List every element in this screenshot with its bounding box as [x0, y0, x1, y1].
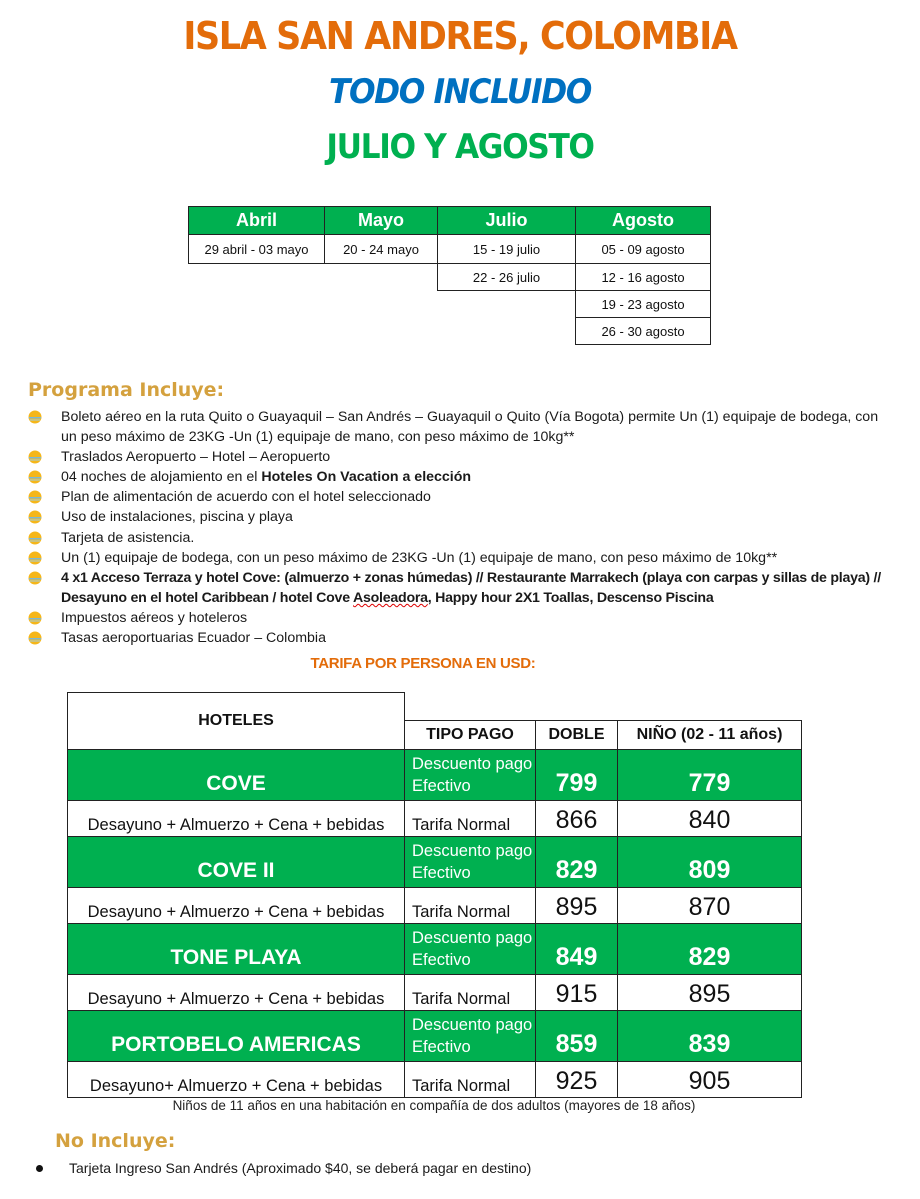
page-months: JULIO Y AGOSTO [326, 127, 594, 167]
date-cell: 12 - 16 agosto [575, 263, 711, 291]
price-child-discount: 839 [617, 1010, 802, 1062]
sun-bullet-icon [28, 631, 42, 645]
hotel-name: COVE [67, 749, 405, 801]
includes-list [28, 407, 888, 648]
excludes-item: Tarjeta Ingreso San Andrés (Aproximado $40, se deberá pagar en destino) [36, 1160, 531, 1176]
sun-bullet-icon [28, 490, 42, 504]
list-item: Traslados Aeropuerto – Hotel – Aeropuerto [28, 447, 888, 467]
list-item: 04 noches de alojamiento en el Hoteles On Vacation a elección [28, 467, 888, 487]
list-item: Uso de instalaciones, piscina y playa [28, 507, 888, 527]
sun-bullet-icon [28, 551, 42, 565]
page-title: ISLA SAN ANDRES, COLOMBIA [183, 14, 737, 58]
date-cell: 29 abril - 03 mayo [188, 234, 325, 264]
normal-label: Tarifa Normal [404, 887, 536, 924]
hotel-name: PORTOBELO AMERICAS [67, 1010, 405, 1062]
price-double-discount: 799 [535, 749, 618, 801]
list-item: Tarjeta de asistencia. [28, 528, 888, 548]
date-cell: 22 - 26 julio [437, 263, 576, 291]
list-item: 4 x1 Acceso Terraza y hotel Cove: (almuerzo + zonas húmedas) // Restaurante Marrakech (playa con carpas y sillas de playa) // Desayuno en el hotel Caribbean / hotel Cove Asoleadora, Happy hour 2X1 Toallas, Descenso Piscina [28, 568, 888, 608]
price-double-normal: 915 [535, 974, 618, 1011]
sun-bullet-icon [28, 611, 42, 625]
price-child-discount: 829 [617, 923, 802, 975]
price-double-discount: 849 [535, 923, 618, 975]
dates-header-julio: Julio [437, 206, 576, 235]
discount-label: Descuento pago Efectivo [404, 923, 536, 975]
discount-label: Descuento pago Efectivo [404, 1010, 536, 1062]
list-item: Plan de alimentación de acuerdo con el hotel seleccionado [28, 487, 888, 507]
price-child-normal: 870 [617, 887, 802, 924]
price-child-discount: 779 [617, 749, 802, 801]
price-double-normal: 866 [535, 800, 618, 837]
price-double-discount: 859 [535, 1010, 618, 1062]
col-header-child: NIÑO (02 - 11 años) [617, 720, 802, 750]
discount-label: Descuento pago Efectivo [404, 836, 536, 888]
dates-header-agosto: Agosto [575, 206, 711, 235]
sun-bullet-icon [28, 531, 42, 545]
sun-bullet-icon [28, 571, 42, 585]
date-cell: 15 - 19 julio [437, 234, 576, 264]
date-cell: 20 - 24 mayo [324, 234, 438, 264]
meal-plan: Desayuno+ Almuerzo + Cena + bebidas [67, 1061, 405, 1098]
list-item: Un (1) equipaje de bodega, con un peso máximo de 23KG -Un (1) equipaje de mano, con peso máximo de 10kg** [28, 548, 888, 568]
sun-bullet-icon [28, 410, 42, 424]
list-item: Impuestos aéreos y hoteleros [28, 608, 888, 628]
normal-label: Tarifa Normal [404, 1061, 536, 1098]
meal-plan: Desayuno + Almuerzo + Cena + bebidas [67, 887, 405, 924]
meal-plan: Desayuno + Almuerzo + Cena + bebidas [67, 974, 405, 1011]
date-cell: 05 - 09 agosto [575, 234, 711, 264]
includes-heading: Programa Incluye: [28, 379, 225, 401]
col-header-double: DOBLE [535, 720, 618, 750]
price-double-discount: 829 [535, 836, 618, 888]
excludes-heading: No Incluye: [55, 1130, 176, 1152]
price-double-normal: 895 [535, 887, 618, 924]
price-child-discount: 809 [617, 836, 802, 888]
list-item: Boleto aéreo en la ruta Quito o Guayaquil – San Andrés – Guayaquil o Quito (Vía Bogota) permite Un (1) equipaje de bodega, con un peso máximo de 23KG -Un (1) equipaje de mano, con peso máximo de 10kg** [28, 407, 888, 447]
normal-label: Tarifa Normal [404, 800, 536, 837]
pricing-footnote: Niños de 11 años en una habitación en compañía de dos adultos (mayores de 18 años) [172, 1098, 696, 1113]
dates-header-abril: Abril [188, 206, 325, 235]
hotel-name: COVE II [67, 836, 405, 888]
date-cell: 19 - 23 agosto [575, 290, 711, 318]
sun-bullet-icon [28, 450, 42, 464]
page-subtitle: TODO INCLUIDO [328, 72, 592, 112]
meal-plan: Desayuno + Almuerzo + Cena + bebidas [67, 800, 405, 837]
col-header-payment-type: TIPO PAGO [404, 720, 536, 750]
hotel-name: TONE PLAYA [67, 923, 405, 975]
date-cell: 26 - 30 agosto [575, 317, 711, 345]
price-child-normal: 840 [617, 800, 802, 837]
pricing-heading: TARIFA POR PERSONA EN USD: [310, 655, 536, 672]
bullet-dot-icon [36, 1165, 43, 1172]
list-item: Tasas aeroportuarias Ecuador – Colombia [28, 628, 888, 648]
col-header-hotels: HOTELES [67, 692, 405, 750]
price-child-normal: 895 [617, 974, 802, 1011]
dates-header-mayo: Mayo [324, 206, 438, 235]
price-child-normal: 905 [617, 1061, 802, 1098]
sun-bullet-icon [28, 510, 42, 524]
sun-bullet-icon [28, 470, 42, 484]
price-double-normal: 925 [535, 1061, 618, 1098]
discount-label: Descuento pago Efectivo [404, 749, 536, 801]
normal-label: Tarifa Normal [404, 974, 536, 1011]
